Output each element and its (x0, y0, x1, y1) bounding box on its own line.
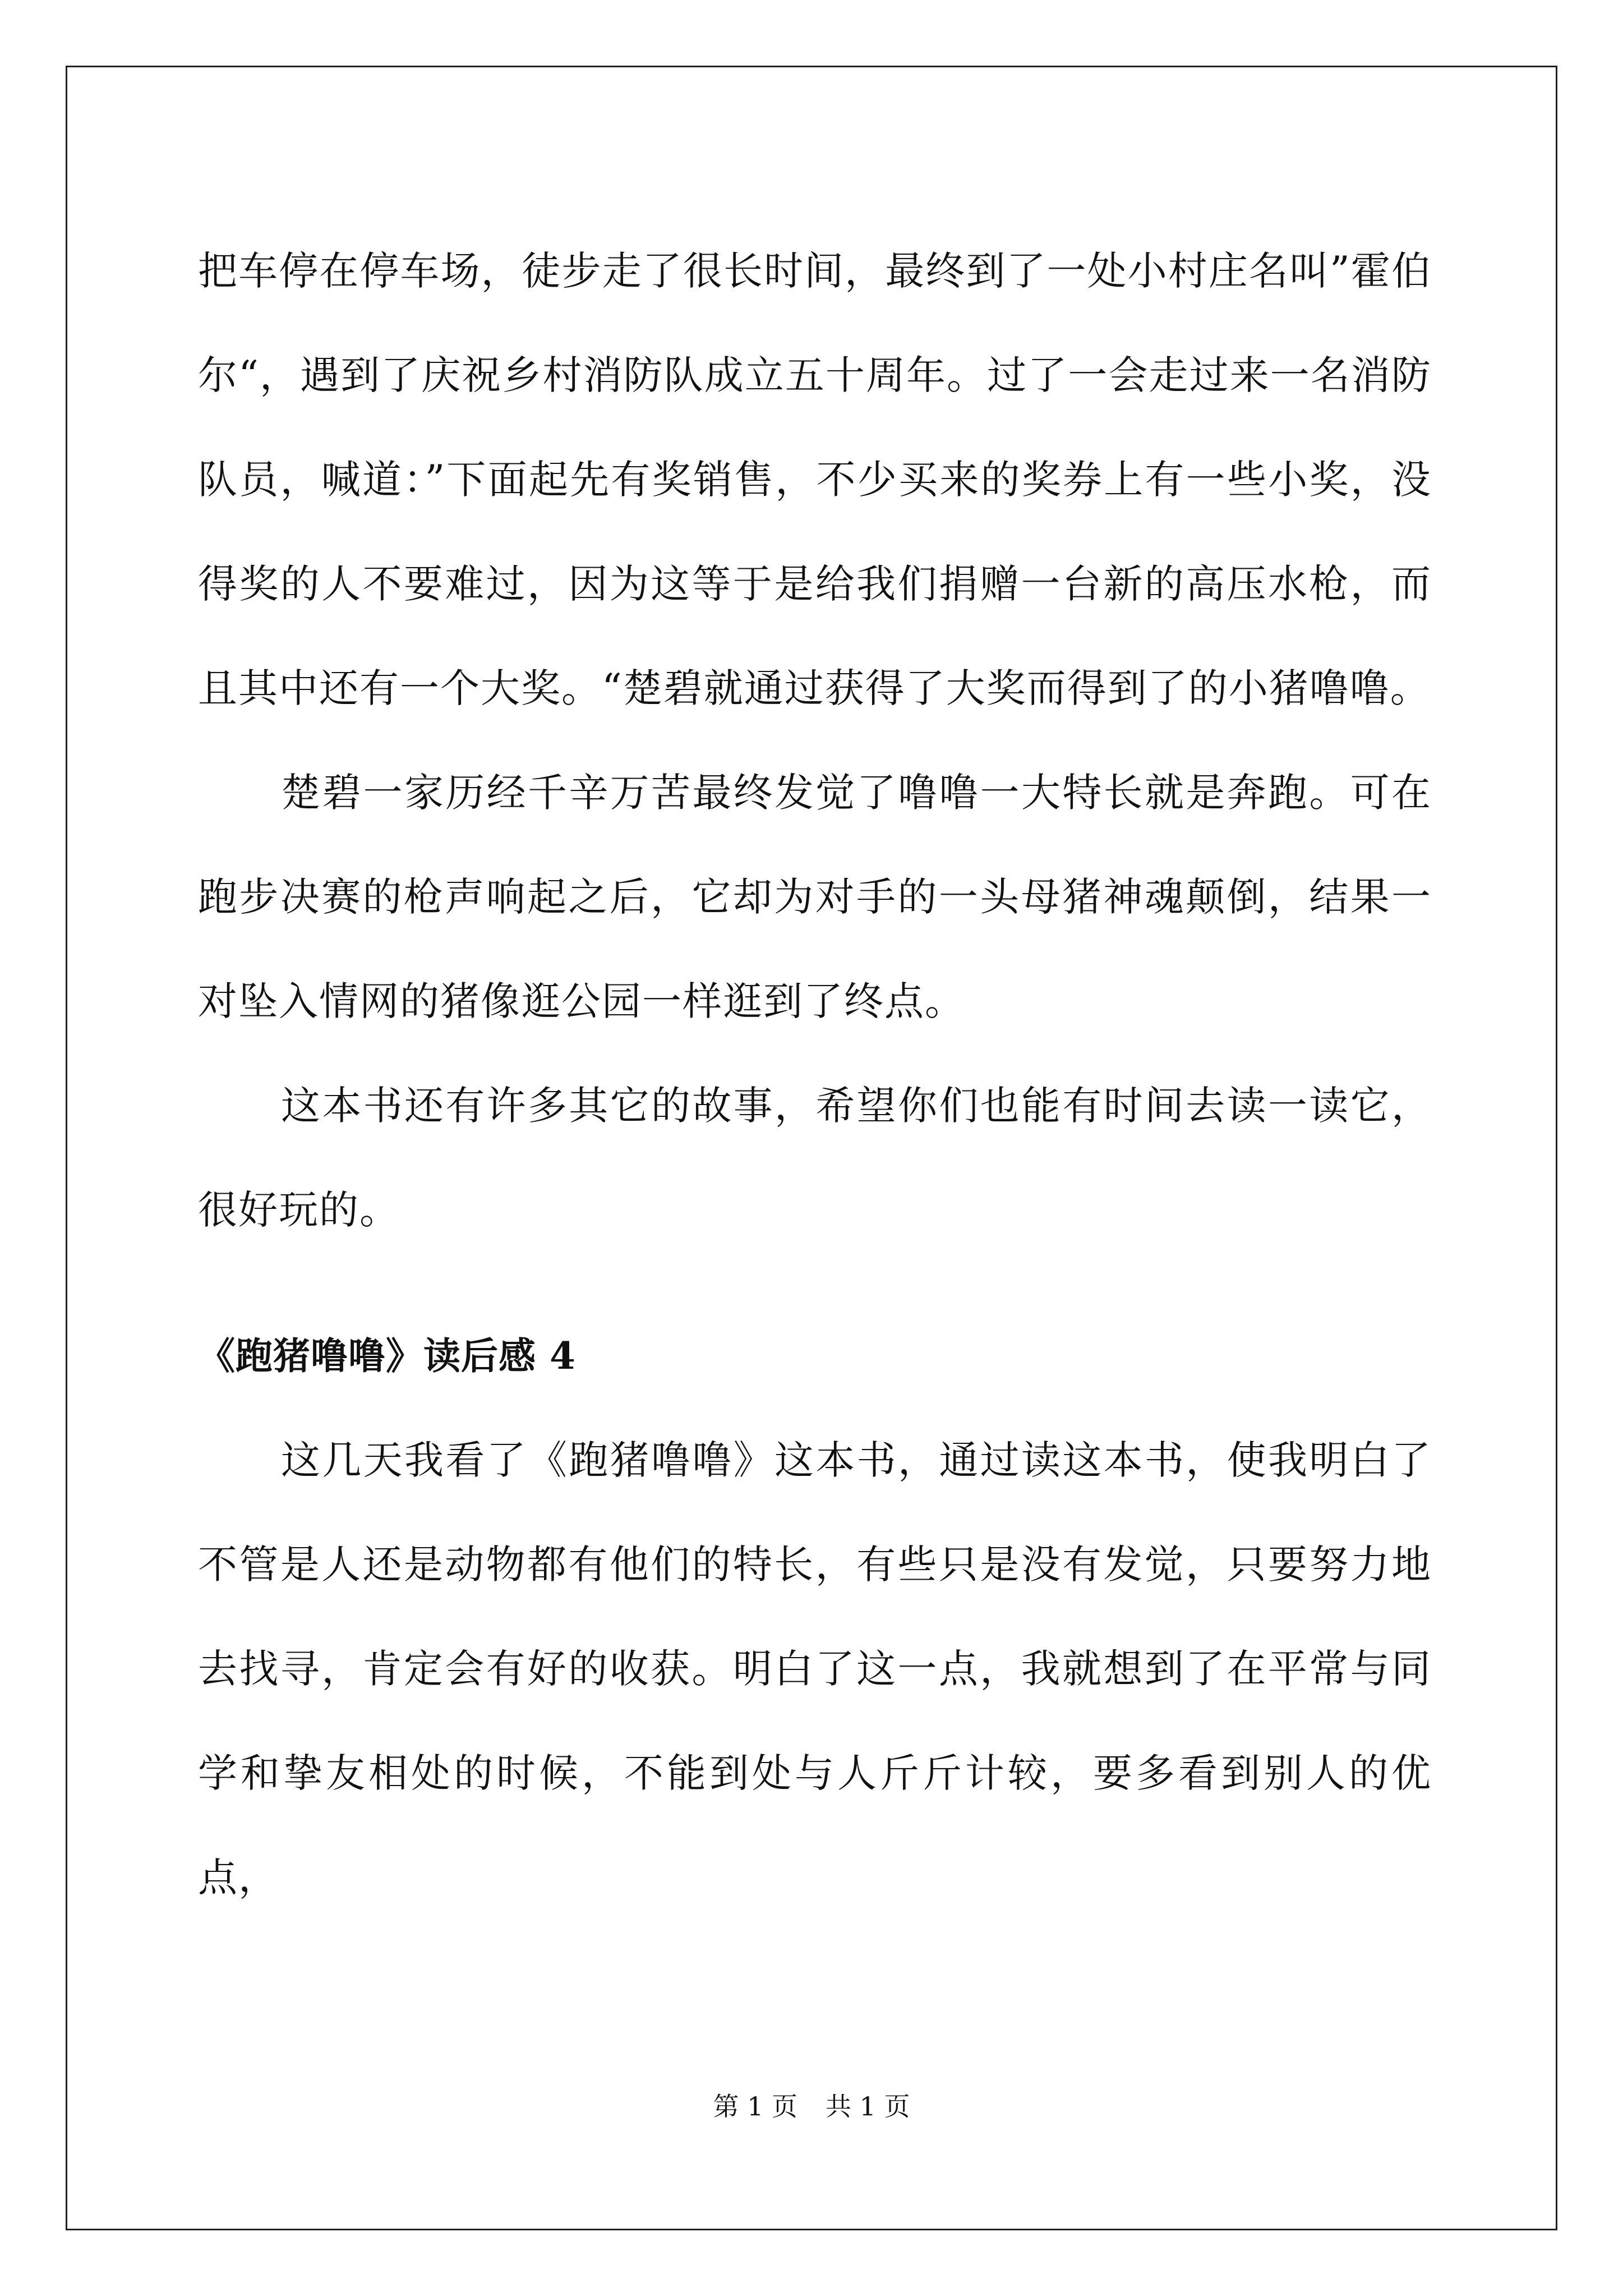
paragraph: 这本书还有许多其它的故事，希望你们也能有时间去读一读它，很好玩的。 (198, 1083, 1432, 1233)
paragraph-continuation: 把车停在停车场，徒步走了很长时间，最终到了一处小村庄名叫”霍伯尔“，遇到了庆祝乡村消防队成立五十周年。过了一会走过来一名消防队员，喊道：”下面起先有奖销售，不少买来的奖券上有一些小奖，没得奖的人不要难过，因为这等于是给我们捐赠一台新的高压水枪，而且其中还有一个大奖。“楚碧就通过获得了大奖而得到了的小猪噜噜。 (198, 248, 1432, 711)
page-number: 第 1 页 (713, 2091, 797, 2122)
paragraph: 楚碧一家历经千辛万苦最终发觉了噜噜一大特长就是奔跑。可在跑步决赛的枪声响起之后，它却为对手的一头母猪神魂颠倒，结果一对坠入情网的猪像逛公园一样逛到了终点。 (198, 770, 1432, 1024)
document-body (198, 219, 1432, 1930)
page-total: 共 1 页 (826, 2091, 910, 2122)
paragraph: 这几天我看了《跑猪噜噜》这本书，通过读这本书，使我明白了不管是人还是动物都有他们的特长，有些只是没有发觉，只要努力地去找寻，肯定会有好的收获。明白了这一点，我就想到了在平常与同学和挚友相处的时候，不能到处与人斤斤计较，要多看到别人的优点， (198, 1437, 1432, 1901)
section-title: 《跑猪噜噜》读后感 4 (198, 1334, 576, 1378)
page-footer (0, 2090, 1623, 2123)
